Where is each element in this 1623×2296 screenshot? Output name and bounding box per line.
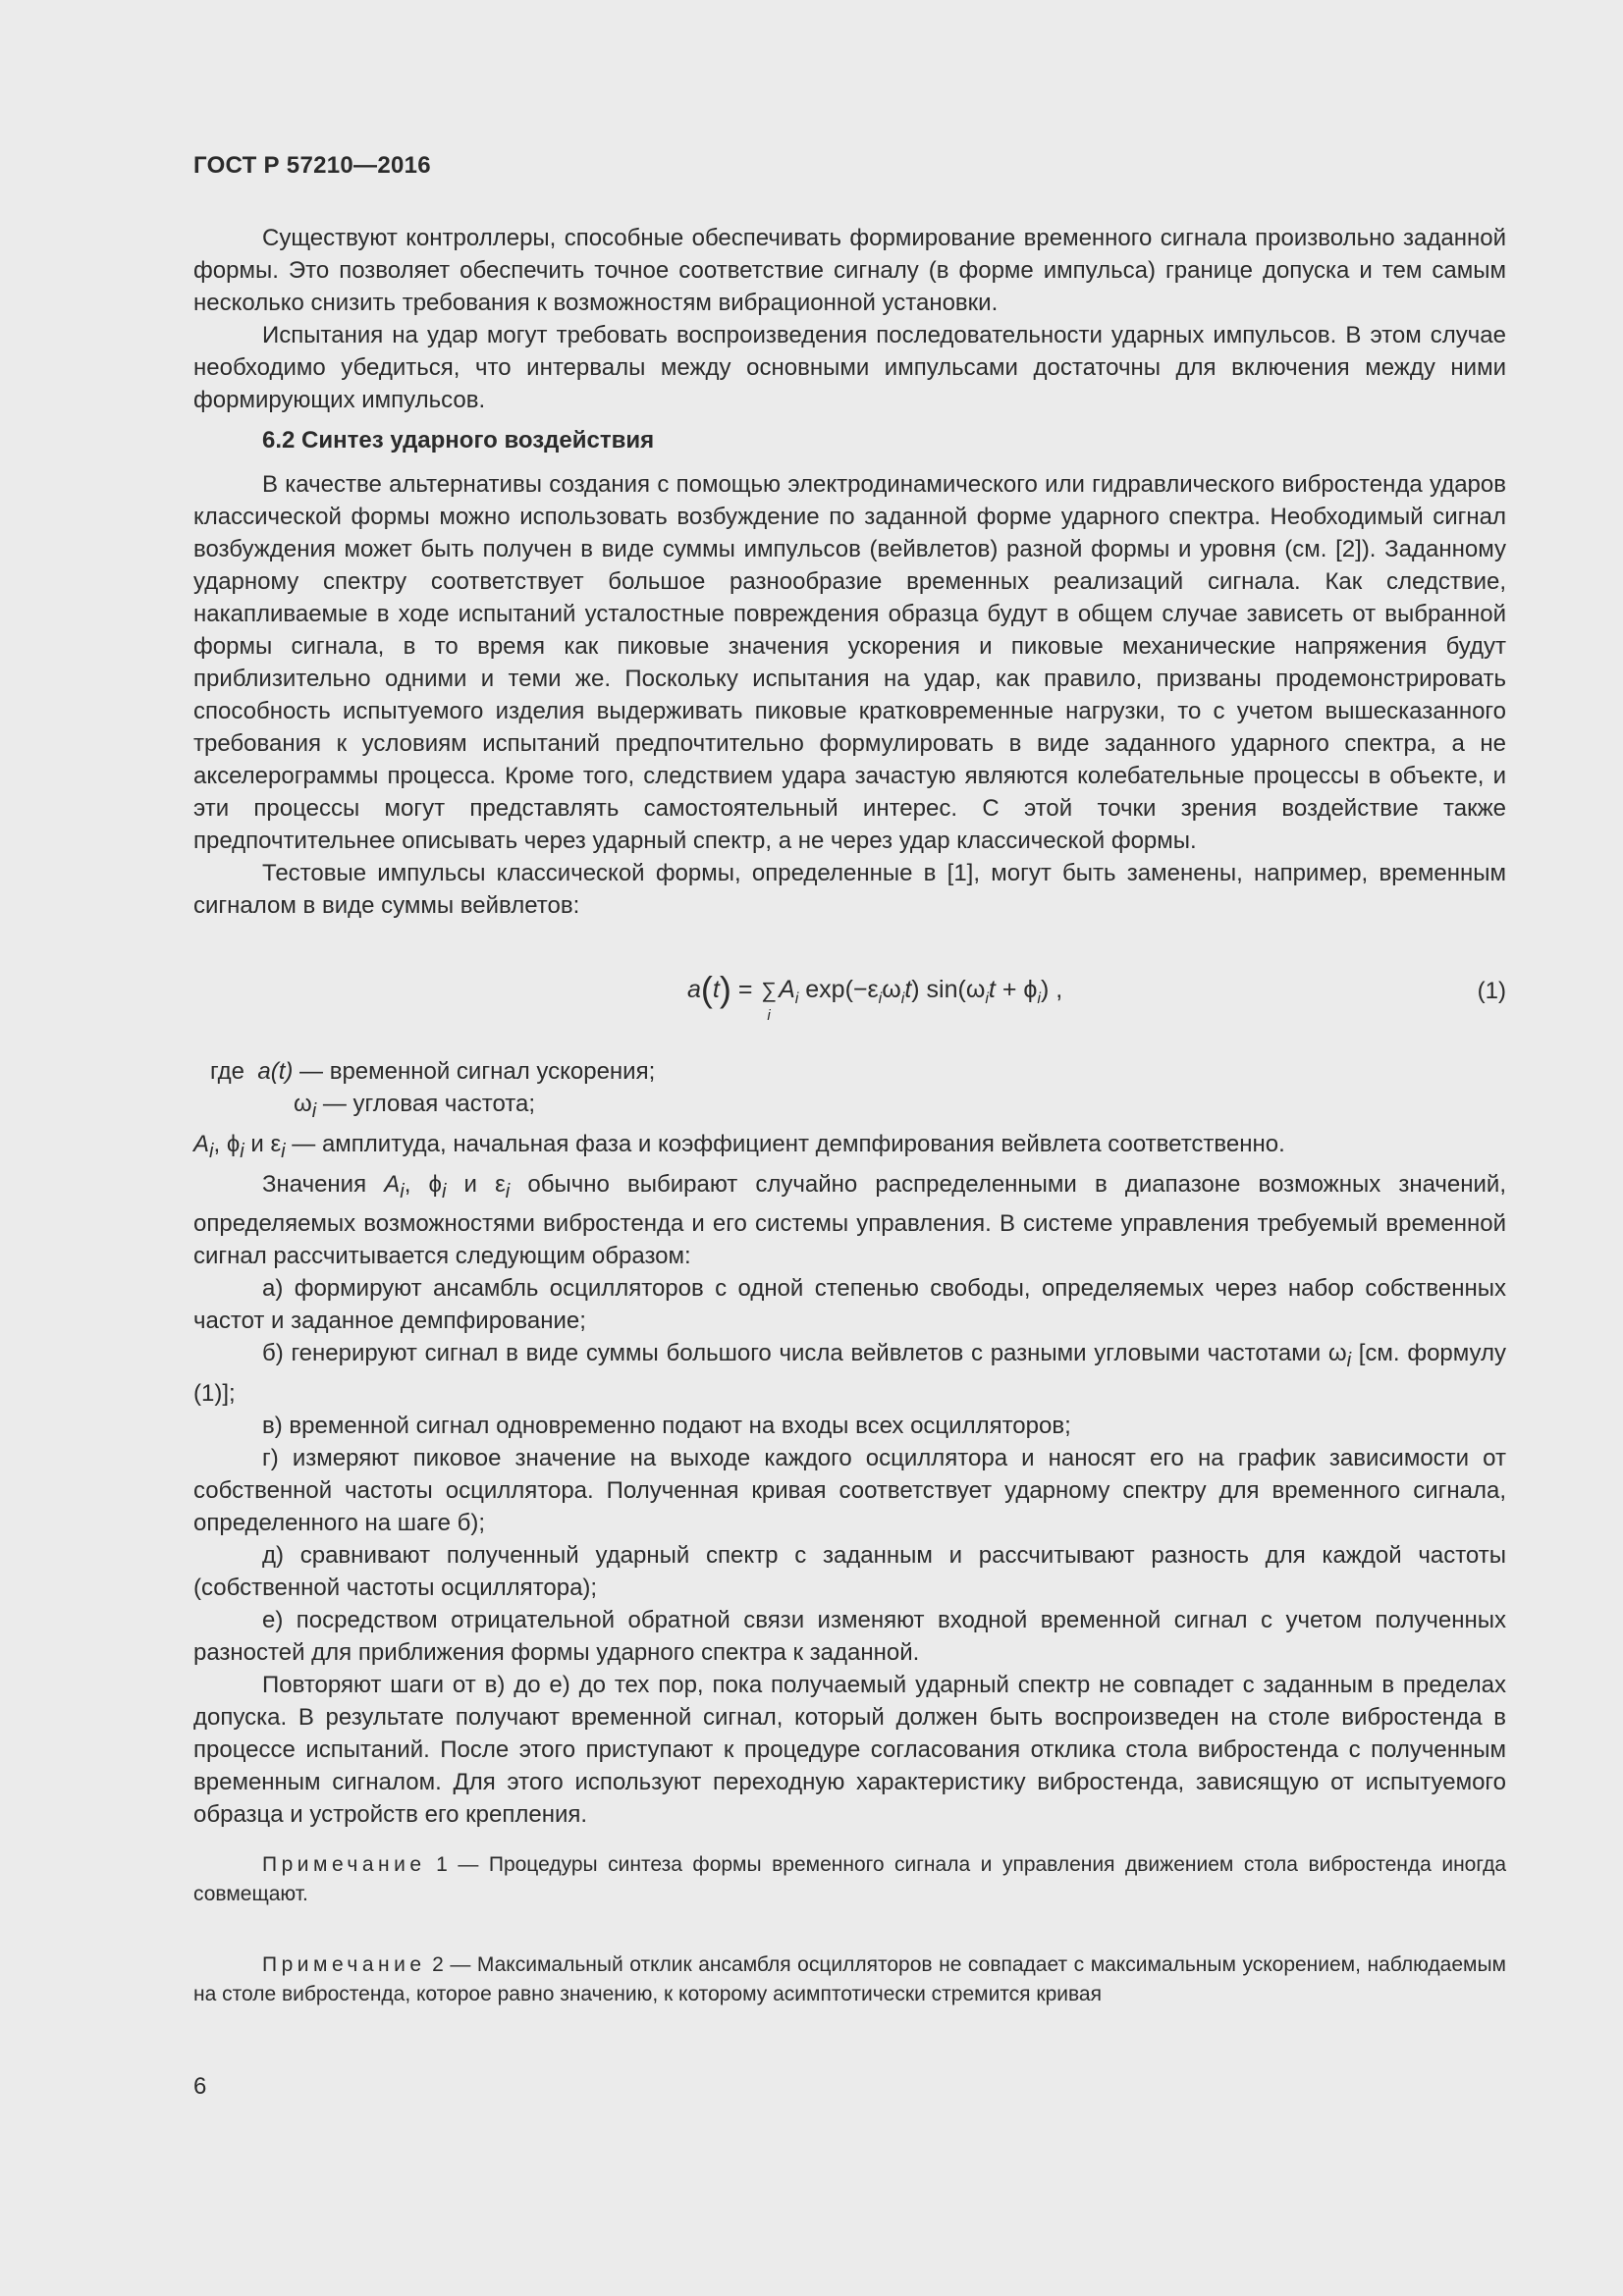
paragraph-controllers: Существуют контроллеры, способные обеспечивать формирование временного сигнала произвольно заданной формы. Это позволяет обеспечить точное соответствие сигналу (в форме импульса) границе допуска и тем самым несколько снизить требования к возможностям вибрационной установки. (193, 225, 1506, 316)
note-1-text: 1 — Процедуры синтеза формы временного сигнала и управления движением стола вибростенда иногда совмещают. (193, 1853, 1506, 1906)
values-sym-eps-sub: i (505, 1180, 511, 1202)
section-title: 6.2 Синтез ударного воздействия (262, 427, 655, 454)
values-sym-phi: ϕ (428, 1170, 442, 1198)
values-sym-eps: ε (495, 1170, 506, 1198)
where-sym-phi: ϕ (226, 1130, 241, 1157)
step-a: а) формируют ансамбль осцилляторов с одной степенью свободы, определяемых через набор собственных частот и заданное демпфирование; (193, 1275, 1506, 1335)
values-sym-amp-sub: i (400, 1180, 405, 1202)
formula-plus: + (995, 976, 1024, 1003)
formula-eps: ε (867, 976, 879, 1003)
where-text-3: — амплитуда, начальная фаза и коэффициент демпфирования вейвлета соответственно. (285, 1130, 1285, 1157)
formula-row (193, 963, 1506, 1022)
paragraph-synthesis: В качестве альтернативы создания с помощью электродинамического или гидравлического вибростенда ударов классической формы можно использовать возбуждение по заданной форме ударного спектра. Необходимый сигнал возбуждения может быть получен в виде суммы импульсов (вейвлетов) разной формы и уровня (см. [2]). Заданному ударному спектру соответствует большое разнообразие временных реализаций сигнала. Как следствие, накапливаемые в ходе испытаний усталостные повреждения образца будут в общем случае зависеть от выбранной формы сигнала, в то время как пиковые значения ускорения и пиковые механические напряжения будут приблизительно одними и теми же. Поскольку испытания на удар, как правило, призваны продемонстрировать способность испытуемого изделия выдерживать пиковые кратковременные нагрузки, то с учетом вышесказанного требования к условиям испытаний предпочтительно формулировать в виде заданного ударного спектра, а не акселерограммы процесса. Кроме того, следствием удара зачастую являются колебательные процессы в объекте, и эти процессы могут представлять самостоятельный интерес. С этой точки зрения воздействие также предпочтительнее описывать через ударный спектр, а не через удар классической формы. (193, 471, 1506, 854)
formula-omega-sub: i (900, 990, 905, 1007)
formula-exp: exp(− (805, 976, 868, 1003)
formula-equals: = (737, 976, 753, 1003)
values-rest: обычно выбирают случайно распределенными в диапазоне возможных значений, определяемых возможностями вибростенда и его системы управления. В системе управления требуемый временной сигнал рассчитывается следующим образом: (193, 1170, 1507, 1270)
step-b-text: б) генерируют сигнал в виде суммы большого числа вейвлетов с разными угловыми частотами (262, 1340, 1328, 1367)
formula-close: ) , (1040, 976, 1063, 1003)
where-word: где (210, 1058, 245, 1085)
formula-omega-2-sub: i (985, 990, 989, 1007)
step-d: д) сравнивают полученный ударный спектр с заданным и рассчитывают разность для каждой частоты (собственной частоты осциллятора); (193, 1542, 1506, 1602)
where-sym-omega-sub: i (311, 1099, 317, 1122)
values-sym-amp: A (384, 1170, 401, 1198)
formula-amp-sub: i (794, 990, 799, 1007)
step-e: е) посредством отрицательной обратной связи изменяют входной временной сигнал с учетом полученных разностей для приближения формы ударного спектра к заданной. (193, 1607, 1506, 1667)
where-sym-eps: ε (270, 1130, 282, 1157)
step-g: г) измеряют пиковое значение на выходе каждого осциллятора и наносят его на график зависимости от собственной частоты осциллятора. Полученная кривая соответствует ударному спектру для временного сигнала, определенного на шаге б); (193, 1445, 1506, 1537)
step-b (193, 1337, 1506, 1410)
step-b-omega: ω (1327, 1340, 1347, 1367)
formula-eps-sub: i (878, 990, 883, 1007)
note-1 (193, 1850, 1506, 1909)
where-sym-amp-sub: i (209, 1140, 214, 1162)
paragraph-repeat: Повторяют шаги от в) до е) до тех пор, пока получаемый ударный спектр не совпадет с заданным в пределах допуска. В результате получают временной сигнал, который должен быть воспроизведен на столе вибростенда в процессе испытаний. После этого приступают к процедуре согласования отклика стола вибростенда с полученным временным сигналом. Для этого используют переходную характеристику вибростенда, зависящую от испытуемого образца и устройств его крепления. (193, 1672, 1506, 1829)
formula: a(t) = ∑ i $A_i$ $\exp(-\varepsilon_i\omega_it) \sin(\omega_it + \phi_i)$ , (687, 973, 1062, 1015)
where-line-1 (193, 1055, 1506, 1088)
formula-omega-2: ω (965, 976, 986, 1003)
formula-sum (761, 974, 778, 1024)
formula-lhs-var: t (712, 976, 720, 1003)
step-b-end: [см. формулу (1)]; (193, 1340, 1507, 1408)
formula-lhs-func: a (687, 976, 701, 1003)
note-1-label: Примечание (262, 1853, 426, 1877)
where-sym-omega: ω (294, 1091, 312, 1117)
values-and: и (446, 1170, 496, 1198)
formula-amp: A (779, 976, 795, 1003)
where-line-3 (193, 1128, 1506, 1168)
formula-sum-sign: ∑ (761, 978, 778, 1002)
document-header: ГОСТ Р 57210—2016 (193, 152, 431, 179)
document-body (193, 222, 1506, 2009)
formula-t-2: t (988, 976, 996, 1003)
where-sym-phi-sub: i (240, 1140, 244, 1162)
formula-sin: ) sin( (911, 976, 966, 1003)
formula-t: t (904, 976, 912, 1003)
paragraph-shock-sequence: Испытания на удар могут требовать воспроизведения последовательности ударных импульсов. В этом случае необходимо убедиться, что интервалы между основными импульсами достаточны для включения между ними формирующих импульсов. (193, 322, 1506, 413)
where-block (193, 1055, 1506, 1168)
equation-number: (1) (1477, 978, 1506, 1004)
values-sep: , (404, 1170, 429, 1198)
paragraph-values (193, 1168, 1506, 1273)
where-sym-eps-sub: i (281, 1140, 286, 1162)
where-text-2: — угловая частота; (316, 1091, 536, 1117)
page-number: 6 (193, 2073, 207, 2100)
where-text-1: — временной сигнал ускорения; (293, 1058, 656, 1085)
note-2-label: Примечание (262, 1953, 426, 1977)
step-v: в) временной сигнал одновременно подают на входы всех осцилляторов; (262, 1413, 1071, 1440)
paragraph-test-pulses: Тестовые импульсы классической формы, определенные в [1], могут быть заменены, например, временным сигналом в виде суммы вейвлетов: (193, 860, 1506, 919)
where-sym-amp: A (193, 1130, 210, 1157)
values-sym-phi-sub: i (441, 1180, 447, 1202)
step-b-omega-sub: i (1346, 1350, 1352, 1372)
values-start: Значения (262, 1170, 385, 1198)
formula-omega: ω (882, 976, 901, 1003)
formula-sum-index: i (767, 1007, 771, 1024)
where-sep: , (213, 1130, 227, 1157)
where-and: и (243, 1130, 271, 1157)
formula-phi-sub: i (1037, 990, 1041, 1007)
where-sym-a: a(t) (257, 1058, 294, 1085)
where-line-2 (193, 1088, 1506, 1128)
formula-phi: ϕ (1023, 976, 1038, 1003)
note-2 (193, 1950, 1506, 2009)
note-2-text: 2 — Максимальный отклик ансамбля осцилляторов не совпадает с максимальным ускорением, наблюдаемым на столе вибростенда, которое равно значению, к которому асимптотически стремится кривая (193, 1953, 1506, 2006)
